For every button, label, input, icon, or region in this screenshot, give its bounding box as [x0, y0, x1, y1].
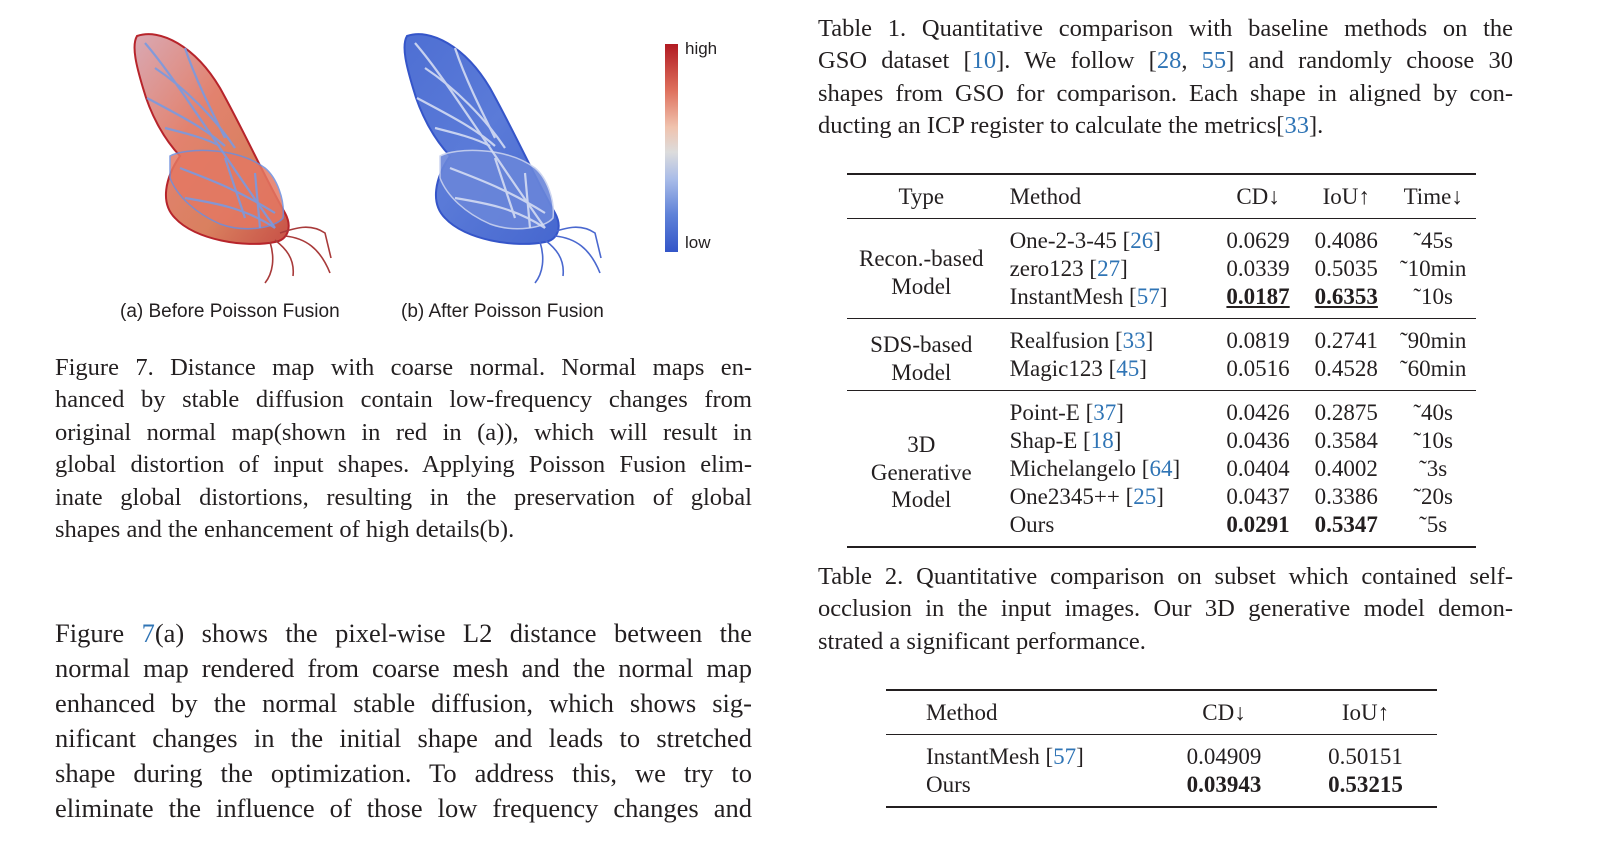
body-paragraph: Figure 7(a) shows the pixel-wise L2 distance between the normal map rendered from coarse mesh and the normal map enhanced by the normal stable diffusion, which shows sig- nificant changes in the initial shape and leads to stretched shape during the optimization. To address this, we try to eliminate the influence of those low frequency changes and: [55, 618, 753, 823]
colorbar-high-label: high: [685, 39, 718, 58]
colorbar-low-label: low: [685, 233, 711, 252]
citation-link[interactable]: 55: [1201, 47, 1227, 75]
type-cell: 3D Generative Model: [870, 432, 972, 513]
header-iou: IoU↑: [1302, 174, 1390, 219]
citation-link[interactable]: 37: [1093, 400, 1117, 425]
header-method: Method: [886, 690, 1154, 735]
butterfly-before-image: [125, 28, 345, 288]
table-row: Michelangelo [64] 0.0404 0.4002 ˜3s: [1009, 456, 1448, 481]
type-cell: Recon.-based Model: [847, 219, 996, 319]
citation-link[interactable]: 27: [1097, 256, 1121, 281]
header-cd: CD↓: [1154, 690, 1294, 735]
table-row: Magic123 [45] 0.0516 0.4528 ˜60min: [847, 355, 1476, 391]
header-cd: CD↓: [1214, 174, 1302, 219]
butterfly-after-image: [395, 28, 615, 288]
figure-7-caption: Figure 7. Distance map with coarse normal. Normal maps en- hanced by stable diffusion contain low-frequency changes from original normal map(shown in red in (a)), which will result in global distortion of input shapes. Applying Poisson Fusion elim- inate global distortions, resulting in the preservation of global shapes and the enhancement of high details(b).: [55, 354, 752, 544]
table-2-caption: Table 2. Quantitative comparison on subset which contained self- occlusion in the input images. Our 3D generative model demon- strated a significant performance.: [818, 563, 1513, 655]
citation-link[interactable]: 64: [1149, 456, 1173, 481]
table-row: Recon.-based Model One-2-3-45 [26] 0.0629 0.4086 ˜45s: [847, 219, 1476, 256]
citation-link[interactable]: 57: [1053, 744, 1077, 769]
citation-link[interactable]: 45: [1116, 356, 1140, 381]
figure-ref-link[interactable]: 7: [141, 618, 155, 648]
table-row: Ours 0.0291 0.5347 ˜5s: [1009, 512, 1448, 537]
table-row: Shap-E [18] 0.0436 0.3584 ˜10s: [1009, 428, 1453, 453]
subfigure-a-label: (a) Before Poisson Fusion: [120, 301, 340, 322]
table-row: One2345++ [25] 0.0437 0.3386 ˜20s: [1009, 484, 1453, 509]
citation-link[interactable]: 33: [1122, 328, 1146, 353]
header-time: Time↓: [1390, 174, 1476, 219]
header-type: Type: [847, 174, 996, 219]
table-row: zero123 [27] 0.0339 0.5035 ˜10min: [1009, 256, 1467, 281]
figure-7: [55, 28, 767, 328]
table-row: InstantMesh [57] 0.0187 0.6353 ˜10s: [847, 283, 1476, 319]
citation-link[interactable]: 25: [1133, 484, 1157, 509]
table-row: 3D Generative Model Point-E [37] 0.0426 0.2875 ˜40s: [847, 391, 1476, 428]
table-header-row: [886, 690, 1437, 735]
citation-link[interactable]: 10: [971, 47, 997, 75]
header-method: Method: [996, 174, 1214, 219]
citation-link[interactable]: 26: [1130, 228, 1154, 253]
header-iou: IoU↑: [1294, 690, 1437, 735]
citation-link[interactable]: 18: [1090, 428, 1114, 453]
colorbar: [665, 44, 678, 252]
type-cell: SDS-based Model: [847, 319, 996, 391]
table-2: [886, 689, 1437, 808]
table-1-caption: Table 1. Quantitative comparison with baseline methods on the GSO dataset [10]. We follow [28, 55] and randomly choose 30 shapes from GSO for comparison. Each shape in aligned by con- ducting an ICP register to calculate the metrics[33].: [818, 15, 1513, 140]
citation-link[interactable]: 33: [1284, 112, 1309, 140]
table-row: Ours 0.03943 0.53215: [926, 772, 1403, 797]
table-row: SDS-based Model Realfusion [33] 0.0819 0.2741 ˜90min: [847, 319, 1476, 356]
subfigure-b-label: (b) After Poisson Fusion: [401, 301, 604, 322]
table-header-row: [847, 174, 1476, 219]
table-row: InstantMesh [57] 0.04909 0.50151: [926, 744, 1403, 769]
table-1: [847, 173, 1476, 548]
citation-link[interactable]: 57: [1136, 284, 1160, 309]
citation-link[interactable]: 28: [1156, 47, 1182, 75]
